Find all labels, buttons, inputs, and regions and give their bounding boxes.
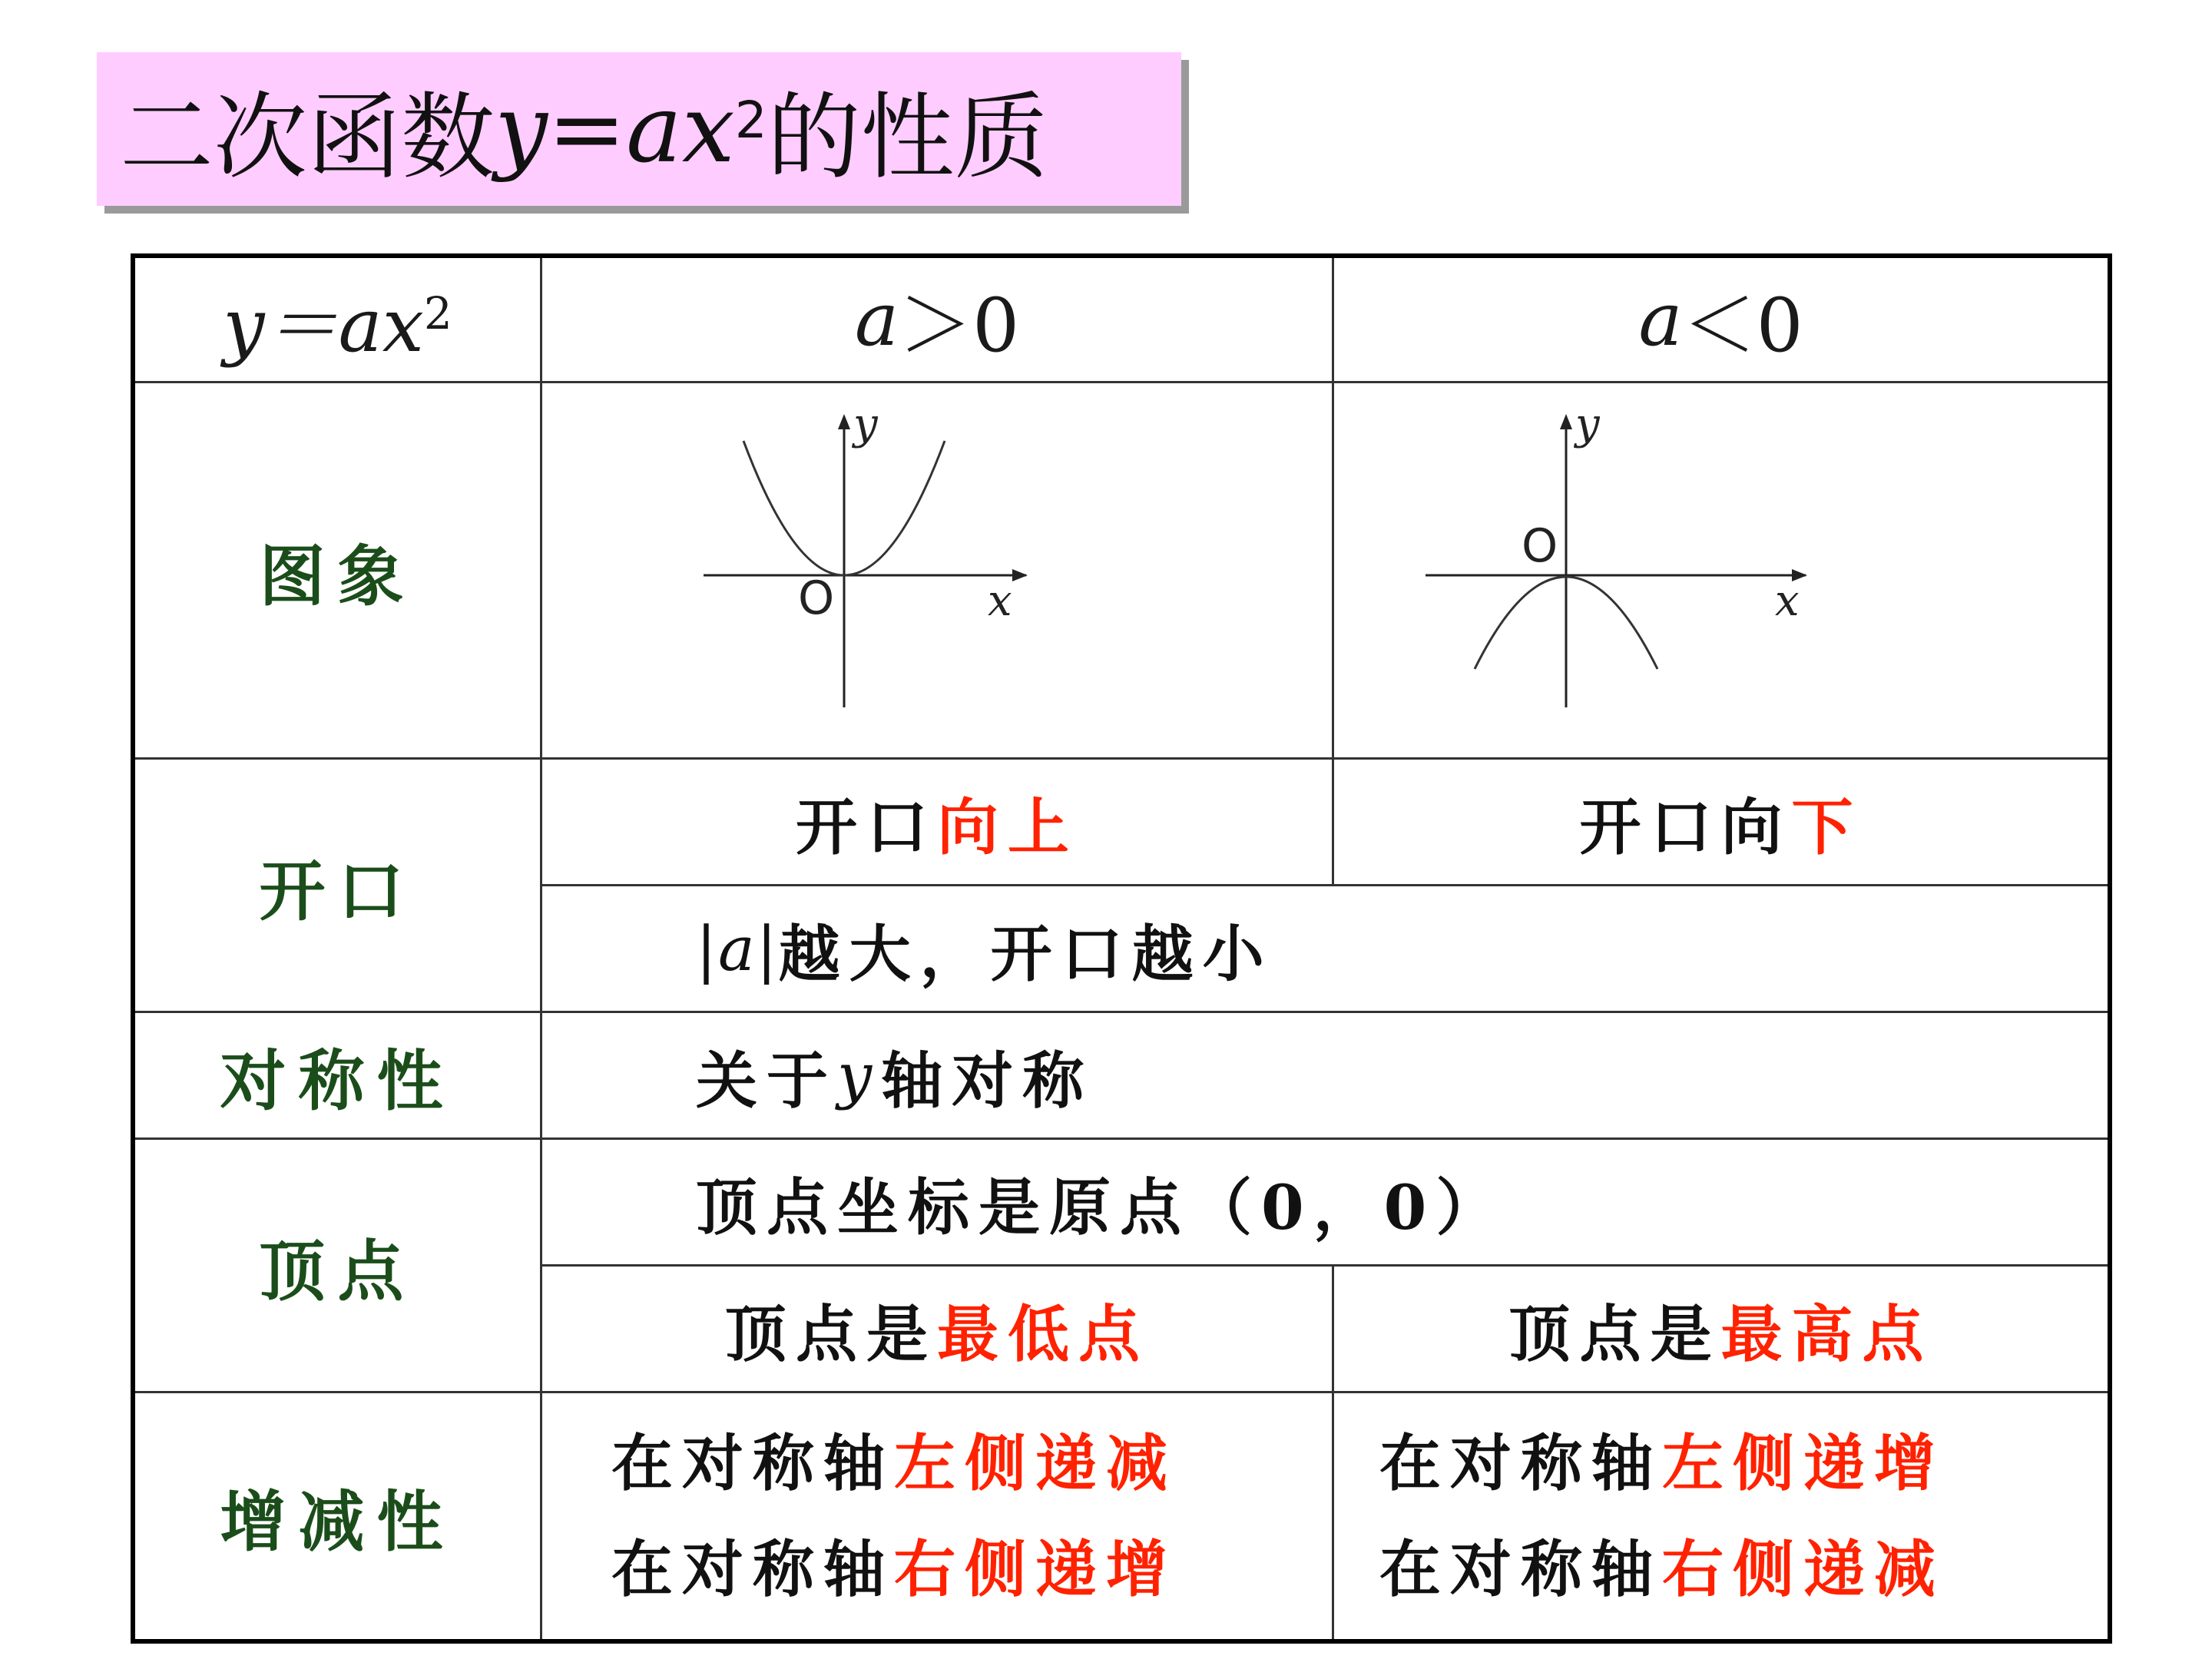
opening-positive-plain: 开口 — [796, 790, 937, 863]
monotonic-positive-line2 — [611, 1516, 1177, 1622]
opening-abs-a: |a| — [696, 912, 779, 985]
row-label-opening: 开口 — [259, 852, 416, 930]
header-a-negative-cell — [1334, 258, 2108, 381]
y-axis-arrow — [838, 414, 850, 429]
vertex-positive — [542, 1267, 1332, 1391]
header-a-negative-condition: ＜0 — [1682, 282, 1803, 369]
symmetry-post: 轴对称 — [881, 1044, 1094, 1117]
monotonic-negative-line2-plain: 在对称轴 — [1379, 1533, 1662, 1605]
y-axis-arrow — [1560, 414, 1572, 429]
monotonic-negative-line2 — [1379, 1516, 1945, 1622]
opening-positive — [542, 760, 1332, 884]
x-axis-arrow — [1012, 569, 1028, 581]
monotonic-negative-line1-highlight: 左侧递增 — [1662, 1427, 1945, 1499]
column-divider — [540, 258, 542, 1639]
x-axis-label: x — [988, 576, 1012, 626]
vertex-negative — [1334, 1267, 2108, 1391]
header-a-positive-var: a — [854, 276, 899, 363]
opening-shared — [696, 886, 2078, 1011]
title-prefix: 二次函数 — [120, 82, 495, 192]
symmetry-pre: 关于 — [696, 1044, 837, 1117]
y-axis-label: y — [1575, 408, 1600, 449]
row-label-symmetry: 对称性 — [220, 1042, 455, 1120]
row-label-graph: 图象 — [259, 537, 416, 615]
header-a-negative-var: a — [1638, 276, 1683, 363]
monotonic-negative-line2-highlight: 右侧递减 — [1662, 1533, 1945, 1605]
title-formula: y=ax — [495, 75, 735, 184]
header-a-positive-condition: ＞0 — [899, 282, 1020, 369]
opening-negative — [1334, 760, 2108, 884]
graph-upward-parabola — [704, 408, 1134, 730]
monotonic-positive — [611, 1393, 1326, 1639]
origin-label: O — [798, 571, 835, 625]
origin-label: O — [1522, 519, 1558, 573]
monotonic-positive-line1 — [611, 1410, 1177, 1516]
row-label-monotonic: 增减性 — [220, 1483, 455, 1561]
header-a-positive-cell — [542, 258, 1332, 381]
opening-negative-plain: 开口向 — [1579, 790, 1792, 863]
monotonic-positive-line2-highlight: 右侧递增 — [894, 1533, 1177, 1605]
properties-table — [131, 253, 2112, 1644]
x-axis-label: x — [1775, 576, 1800, 626]
monotonic-negative — [1379, 1393, 2101, 1639]
y-axis-label: y — [853, 408, 878, 449]
opening-positive-highlight: 向上 — [937, 790, 1078, 863]
monotonic-positive-line2-plain: 在对称轴 — [611, 1533, 894, 1605]
header-formula-cell — [135, 258, 540, 381]
monotonic-negative-line1 — [1379, 1410, 1945, 1516]
symmetry-axis-var: y — [837, 1039, 882, 1111]
vertex-positive-highlight: 最低点 — [937, 1297, 1149, 1370]
graph-downward-parabola — [1426, 408, 1856, 730]
monotonic-negative-line1-plain: 在对称轴 — [1379, 1427, 1662, 1499]
symmetry-text — [696, 1013, 2078, 1137]
title-suffix: 的性质 — [767, 82, 1048, 192]
opening-negative-highlight: 下 — [1791, 790, 1863, 863]
header-formula-exponent: 2 — [423, 287, 452, 339]
vertex-negative-plain: 顶点是 — [1508, 1297, 1721, 1370]
vertex-negative-highlight: 最高点 — [1720, 1297, 1933, 1370]
header-formula: y＝ax — [223, 282, 424, 369]
monotonic-positive-line1-highlight: 左侧递减 — [894, 1427, 1177, 1499]
page-title — [97, 52, 1181, 206]
vertex-positive-plain: 顶点是 — [725, 1297, 937, 1370]
row-label-vertex: 顶点 — [259, 1232, 416, 1310]
vertex-shared: 顶点坐标是原点（0，0） — [696, 1171, 1507, 1243]
monotonic-positive-line1-plain: 在对称轴 — [611, 1427, 894, 1499]
opening-shared-text: 越大，开口越小 — [778, 917, 1273, 990]
title-exponent: 2 — [734, 90, 767, 150]
